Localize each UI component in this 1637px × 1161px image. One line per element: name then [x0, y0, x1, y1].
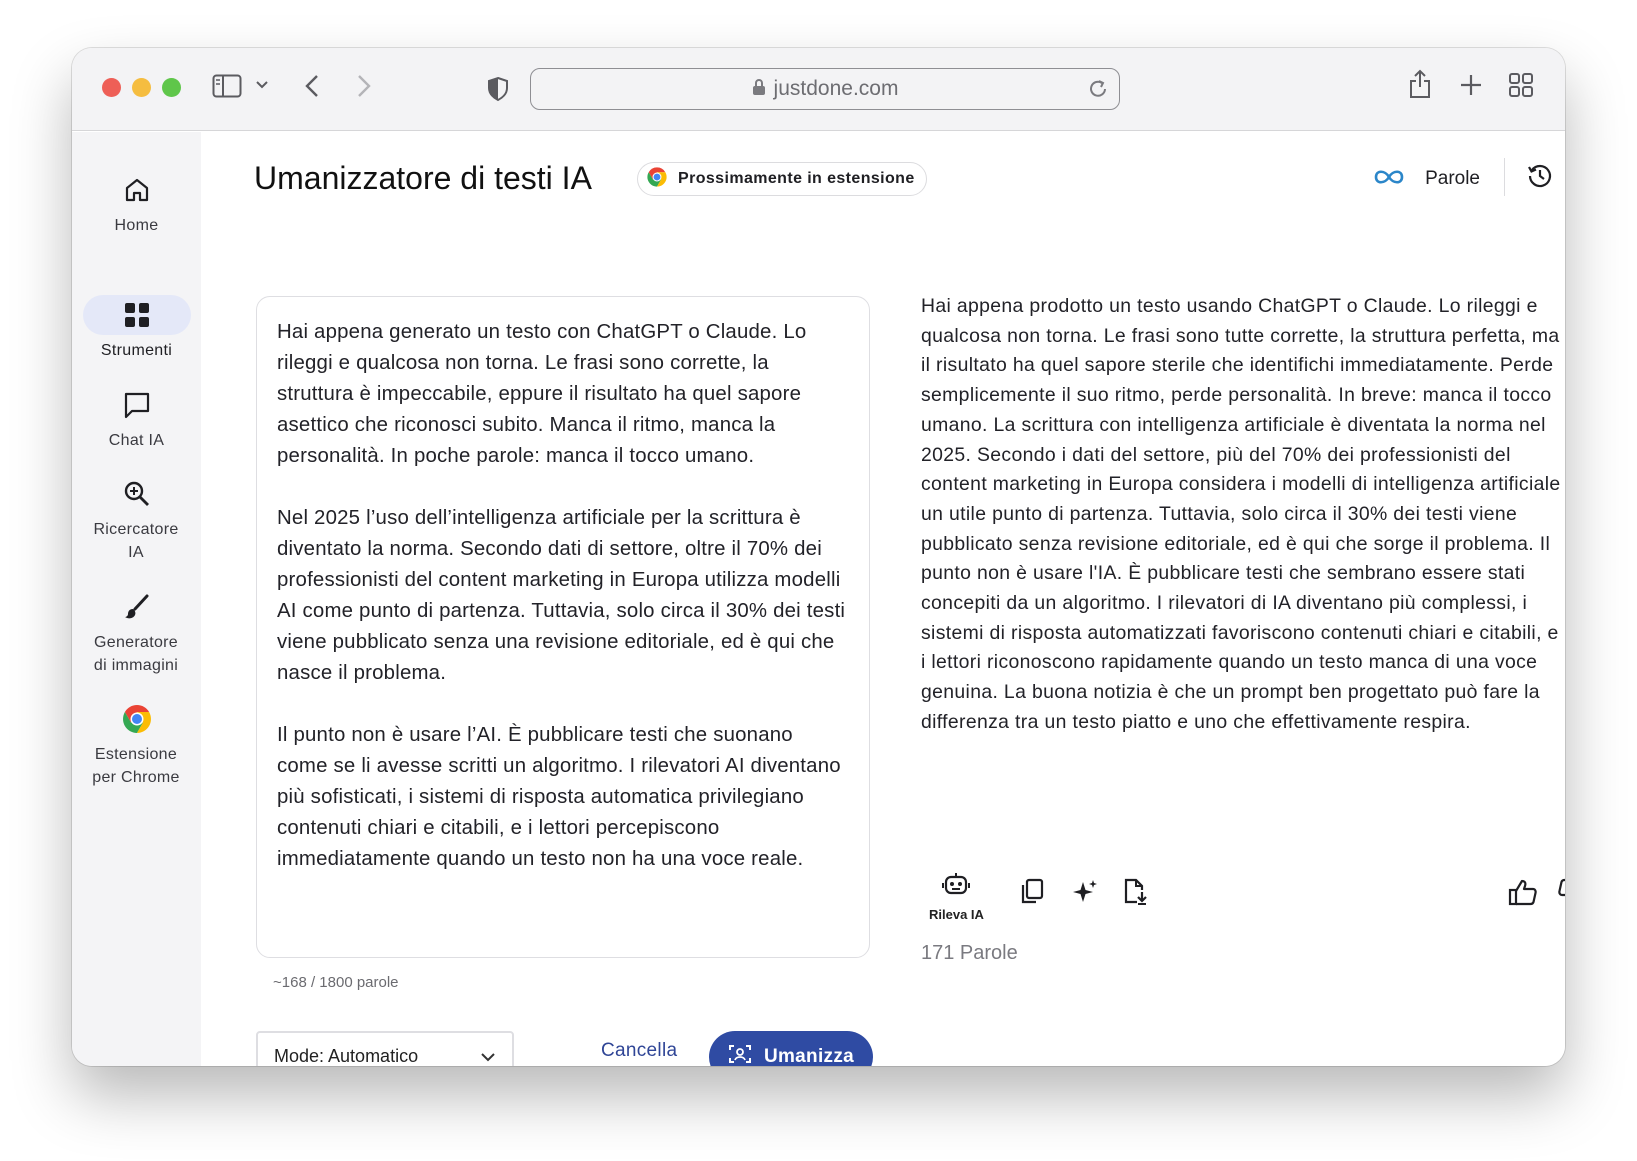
robot-icon: [942, 872, 970, 903]
mode-select[interactable]: [256, 1031, 514, 1066]
sidebar-item-image-generator[interactable]: [72, 587, 201, 677]
chevron-down-icon[interactable]: [255, 80, 269, 90]
sidebar-item-label: Home: [114, 217, 159, 234]
input-paragraph: Nel 2025 l’uso dell’intelligenza artificiale per la scrittura è diventato la norma. Secondo dati di settore, oltre il 70% dei professionisti del content marketing in Europa utilizza modelli AI come punto di partenza. Tuttavia, solo circa il 30% dei testi viene pubblicato senza una revisione editoriale, ed è qui che nasce il problema.: [277, 507, 846, 684]
input-paragraph: Hai appena generato un testo con ChatGPT o Claude. Lo rileggi e qualcosa non torna. Le frasi sono corrette, la struttura è impeccabile, eppure il risultato ha quel sapore asettico che riconosci subito. Manca il ritmo, manca la personalità. In poche parole: manca il tocco umano.: [277, 321, 807, 467]
thumbs-up-icon: [1508, 878, 1538, 911]
detect-ai-label: Rileva IA: [929, 907, 984, 922]
detect-ai-button[interactable]: [929, 872, 984, 922]
browser-toolbar: [72, 48, 1565, 131]
browser-window: [72, 48, 1565, 1066]
brush-icon: [72, 587, 201, 627]
sidebar-item-researcher[interactable]: [72, 474, 201, 564]
input-paragraph: Il punto non è usare l’AI. È pubblicare testi che suonano come se li avesse scritti un algoritmo. I rilevatori AI diventano più sofisticati, i sistemi di risposta automatica privilegiano contenuti chiari e citabili, e i lettori percepiscono immediatamente quando un testo non ha una voce reale.: [277, 724, 841, 870]
sparkle-icon: [1071, 878, 1099, 911]
sidebar-item-label: Strumenti: [100, 342, 173, 359]
url-text: justdone.com: [773, 77, 899, 100]
thumbs-down-icon: [1557, 878, 1565, 911]
thumbs-up-button[interactable]: [1508, 878, 1538, 911]
sidebar-item-label: Generatore di immagini: [93, 634, 179, 674]
thumbs-down-button[interactable]: [1557, 878, 1565, 911]
download-button[interactable]: [1123, 878, 1149, 911]
main-content: [201, 132, 1565, 1066]
sidebar-item-label: Chat IA: [108, 432, 165, 449]
new-tab-icon[interactable]: [1460, 74, 1482, 96]
chrome-icon: [72, 699, 201, 739]
sidebar: [72, 132, 201, 1066]
close-window-button[interactable]: [102, 78, 121, 97]
enhance-button[interactable]: [1071, 878, 1099, 911]
humanize-button[interactable]: [709, 1031, 873, 1066]
forward-icon[interactable]: [356, 73, 372, 99]
sidebar-item-tools[interactable]: [72, 295, 201, 362]
zoom-window-button[interactable]: [162, 78, 181, 97]
chrome-icon: [646, 166, 668, 193]
sidebar-item-chrome-extension[interactable]: [72, 699, 201, 789]
home-icon: [72, 170, 201, 210]
sidebar-item-home[interactable]: [72, 170, 201, 237]
history-icon[interactable]: [1527, 163, 1553, 194]
scan-face-icon: [728, 1043, 752, 1066]
chevron-down-icon: [480, 1046, 496, 1066]
infinity-icon: [1373, 168, 1405, 191]
extension-chip[interactable]: [637, 162, 927, 196]
grid-icon: [83, 295, 191, 335]
privacy-shield-icon[interactable]: [487, 76, 509, 102]
reload-icon[interactable]: [1087, 78, 1109, 105]
humanize-button-label: Umanizza: [763, 1046, 855, 1066]
share-icon[interactable]: [1408, 68, 1432, 100]
back-icon[interactable]: [304, 73, 320, 99]
copy-icon: [1020, 878, 1044, 909]
sidebar-item-chat[interactable]: [72, 385, 201, 452]
header-divider: [1504, 158, 1505, 196]
address-bar[interactable]: [530, 68, 1120, 110]
words-indicator[interactable]: [1373, 164, 1480, 194]
search-plus-icon: [72, 474, 201, 514]
sidebar-item-label: Estensione per Chrome: [92, 746, 180, 786]
output-word-count: 171 Parole: [921, 942, 1018, 964]
mode-select-value: Mode: Automatico: [274, 1046, 419, 1066]
minimize-window-button[interactable]: [132, 78, 151, 97]
cancel-button[interactable]: Cancella: [601, 1040, 678, 1061]
lock-icon: [752, 78, 766, 101]
input-textarea[interactable]: [256, 296, 870, 958]
tab-overview-icon[interactable]: [1509, 73, 1533, 97]
output-text: Hai appena prodotto un testo usando ChatGPT o Claude. Lo rileggi e qualcosa non torna. Le frasi sono tutte corrette, la struttura perfetta, ma il risultato ha quel sapore sterile che identifichi immediatamente. Perde semplicemente il suo ritmo, perde personalità. In breve: manca il tocco umano. La scrittura con intelligenza artificiale è diventata la norma nel 2025. Secondo i dati del settore, più del 70% dei professionisti del content marketing in Europa considera i modelli di intelligenza artificiale un utile punto di partenza. Tuttavia, solo circa il 30% dei testi viene pubblicato senza revisione editoriale, ed è qui che sorge il problema. Il punto non è usare l'IA. È pubblicare testi che sembrano essere stati concepiti da un algoritmo. I rilevatori di IA diventano più complessi, i sistemi di risposta automatizzati favoriscono contenuti chiari e citabili, e i lettori riconoscono rapidamente quando un testo manca di una voce genuina. La buona notizia è che un prompt ben progettato può fare la differenza tra un testo piatto e uno che effettivamente respira.: [921, 295, 1561, 733]
file-download-icon: [1123, 878, 1149, 911]
output-actions: [929, 872, 1565, 932]
sidebar-item-label: Ricercatore IA: [93, 521, 179, 561]
chat-bubble-icon: [72, 385, 201, 425]
words-label: Parole: [1425, 168, 1480, 189]
input-word-count: ~168 / 1800 parole: [273, 974, 399, 991]
copy-button[interactable]: [1020, 878, 1044, 909]
sidebar-toggle-icon[interactable]: [212, 74, 242, 98]
page-title: Umanizzatore di testi IA: [254, 160, 592, 196]
extension-chip-label: Prossimamente in estensione: [678, 170, 915, 187]
